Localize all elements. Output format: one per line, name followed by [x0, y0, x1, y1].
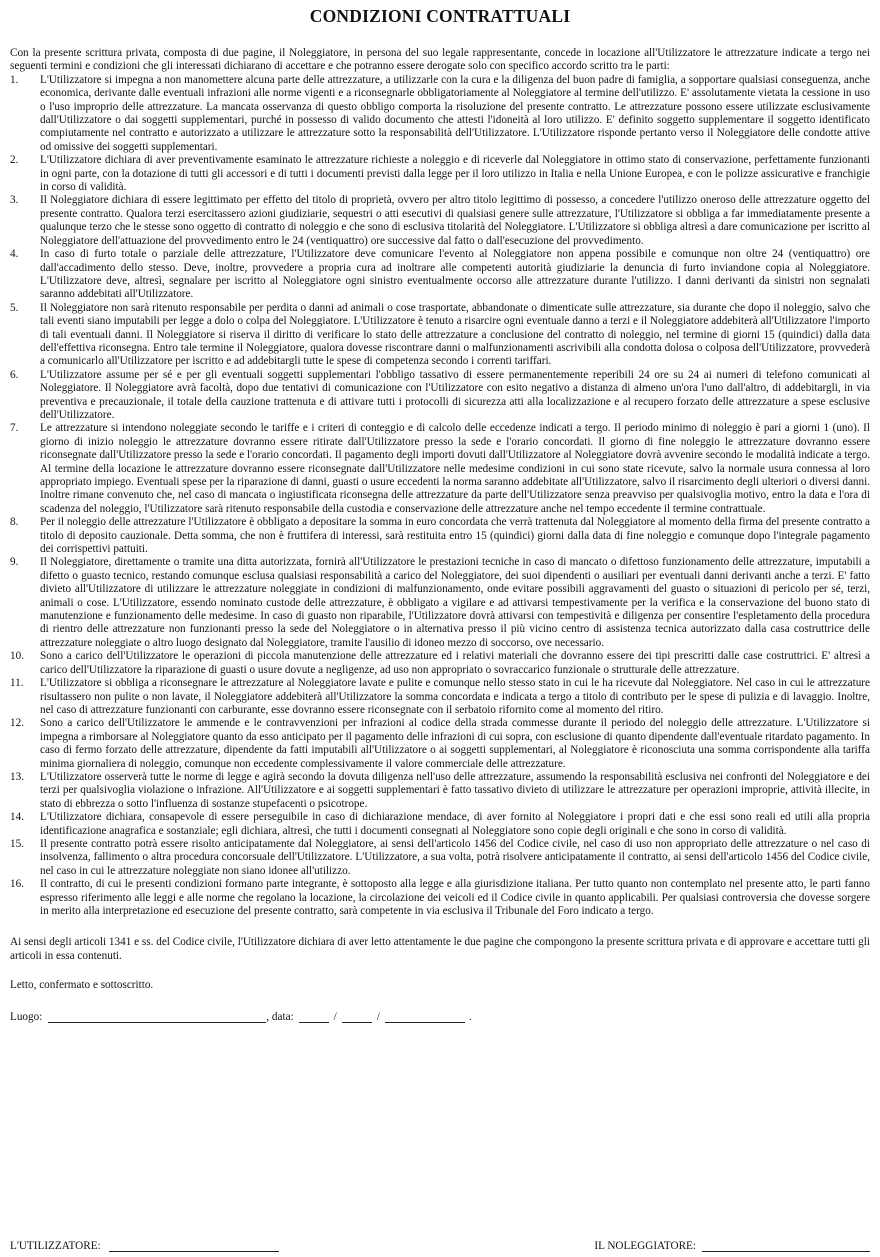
clause-number: 9.: [10, 556, 19, 569]
date-end-dot: .: [468, 1010, 472, 1023]
luogo-field[interactable]: [48, 1011, 266, 1023]
clause-number: 15.: [10, 837, 24, 850]
date-separator: /: [376, 1010, 380, 1023]
date-year-field[interactable]: [385, 1011, 465, 1023]
noleggiatore-label: IL NOLEGGIATORE:: [594, 1240, 696, 1252]
luogo-label: Luogo:: [10, 1010, 43, 1023]
clause-number: 10.: [10, 650, 24, 663]
clause-item: [10, 154, 870, 194]
clause-number: 8.: [10, 516, 19, 529]
clause-item: [10, 878, 870, 918]
noleggiatore-signature: [594, 1240, 870, 1252]
clause-text: L'Utilizzatore assume per sé e per gli eventuali soggetti supplementari l'obbligo tassativo di essere permanentemente reperibili 24 ore su 24 ai numeri di telefono comunicati al Noleggiatore. Il Noleggiatore avrà facoltà, dopo due tentativi di comunicazione con l'Utilizzatore con esito negativo a distanza di almeno un'ora l'uno dall'altro, di addebitargli, in via preventiva e precauzionale, il totale della cauzione trattenuta e di attivare tutti i protocolli di sicurezza atti alla localizzazione e al recupero forzato delle attrezzature a spese esclusive dell'Utilizzatore.: [40, 368, 870, 421]
clause-text: Per il noleggio delle attrezzature l'Utilizzatore è obbligato a depositare la somma in euro concordata che verrà trattenuta dal Noleggiatore al momento della firma del presente contratto a titolo di deposito cauzionale. Detta somma, che non è fruttifera di interessi, sarà restituita entro 15 (quindici) giorni dalla data di fine noleggio e comunque dopo l'integrale pagamento dei corrispettivi pattuiti.: [40, 516, 870, 556]
clause-text: L'Utilizzatore dichiara, consapevole di essere perseguibile in caso di dichiarazione mendace, di aver fornito al Noleggiatore i propri dati e che essi sono reali ed utili alla propria identificazione anagrafica e sostanziale; egli dichiara, altresì, che tutti i documenti consegnati al Noleggiatore sono copie degli originali e che sono in corso di validità.: [40, 811, 870, 837]
clauses-list: [10, 74, 870, 919]
clause-text: Il Noleggiatore non sarà ritenuto responsabile per perdita o danni ad animali o cose trasportate, abbandonate o dimenticate sulle attrezzature, sia durante che dopo il noleggio, salvo che tali eventi siano imputabili per legge a dolo o colpa del Noleggiatore. L'Utilizzatore è tenuto a risarcire ogni eventuale danno a terzi e il Noleggiatore addebiterà all'Utilizzatore l'importo di tali eventuali danni. Il Noleggiatore si riserva il diritto di verificare lo stato delle attrezzature a conclusione del contratto di noleggio, nel termine di giorni 15 (quindici) dalla data dell'effettiva riconsegna. Entro tale termine il Noleggiatore, qualora dovesse riscontrare danni o malfunzionamenti ascrivibili alla condotta dolosa o colposa dell'Utilizzatore, provvederà a comunicarlo all'Utilizzatore per iscritto e ad addebitargli tutte le spese di competenza secondo i correnti tariffari.: [40, 301, 870, 368]
clause-number: 6.: [10, 368, 19, 381]
place-date-row: [10, 1011, 870, 1023]
document-title: CONDIZIONI CONTRATTUALI: [309, 6, 571, 26]
clause-text: Il Noleggiatore dichiara di essere legittimato per effetto del titolo di proprietà, ovvero per altro titolo legittimo di possesso, a concedere l'utilizzo oneroso delle attrezzature oggetto del presente contratto. Qualora terzi esercitassero azioni giudiziarie, sequestri o atti esecutivi di qualsiasi genere sulle attrezzature, l'Utilizzatore si obbliga a far immediatamente presente a qualunque terzo che le stesse sono oggetto di contratto di noleggio e che sono di esclusiva titolarità del Noleggiatore. L'Utilizzatore si obbliga altresì a dare comunicazione per iscritto al Noleggiatore dell'attuazione del provvedimento entro le 24 (ventiquattro) ore successive dal fatto o dall'esecuzione del provvedimento.: [40, 194, 870, 247]
clause-item: [10, 194, 870, 248]
clause-number: 16.: [10, 878, 24, 891]
clause-number: 11.: [10, 677, 24, 690]
clause-item: [10, 369, 870, 423]
clause-item: [10, 771, 870, 811]
clause-number: 14.: [10, 811, 24, 824]
date-month-field[interactable]: [342, 1011, 372, 1023]
clause-item: [10, 248, 870, 302]
clause-number: 2.: [10, 154, 19, 167]
utilizzatore-label: L'UTILIZZATORE:: [10, 1240, 101, 1252]
clause-item: [10, 717, 870, 771]
clause-number: 1.: [10, 73, 19, 86]
confirmation-line: Letto, confermato e sottoscritto.: [10, 979, 154, 992]
clause-text: L'Utilizzatore si obbliga a riconsegnare le attrezzature al Noleggiatore lavate e pulite e comunque nello stesso stato in cui le ha ricevute dal Noleggiatore. Nel caso in cui le attrezzature risultassero non pulite o non lavate, il Noleggiatore addebiterà all'Utilizzatore la somma concordata e indicata a tergo a titolo di contributo per le spese di pulizia e di lavaggio. Inoltre, nel caso di attrezzature funzionanti con carburante, esse dovranno essere riconsegnate con il serbatoio rifornito come al momento del ritiro.: [40, 677, 870, 716]
date-separator: /: [333, 1010, 337, 1023]
clause-number: 3.: [10, 194, 19, 207]
utilizzatore-signature-line[interactable]: [109, 1240, 279, 1252]
clause-text: Il presente contratto potrà essere risolto anticipatamente dal Noleggiatore, ai sensi dell'articolo 1456 del Codice civile, nel caso di uso non appropriato delle attrezzature o nel caso di insolvenza, fallimento o altra procedura concorsuale dell'Utilizzatore. L'Utilizzatore, a sua volta, potrà risolvere anticipatamente il contratto, ai sensi dell'articolo 1456 del Codice civile, nel caso in cui le attrezzature noleggiate non siano idonee all'utilizzo.: [40, 837, 870, 877]
clause-item: [10, 650, 870, 677]
clause-item: [10, 516, 870, 556]
clause-number: 4.: [10, 248, 19, 261]
clause-number: 13.: [10, 770, 24, 783]
clause-number: 7.: [10, 422, 19, 435]
utilizzatore-signature: [10, 1240, 279, 1252]
intro-paragraph: Con la presente scrittura privata, composta di due pagine, il Noleggiatore, in persona del suo legale rappresentante, concede in locazione all'Utilizzatore le attrezzature indicate a tergo nei seguenti termini e condizioni che gli interessati dichiarano di accettare e che potranno essere derogate solo con specifico accordo scritto tra le parti:: [10, 47, 870, 73]
signatures-row: [10, 1240, 870, 1252]
clause-number: 5.: [10, 301, 19, 314]
clause-item: [10, 302, 870, 369]
clause-number: 12.: [10, 717, 24, 730]
clause-text: L'Utilizzatore dichiara di aver preventivamente esaminato le attrezzature richieste a noleggio e di riceverle dal Noleggiatore in ottimo stato di conservazione, perfettamente funzionanti in ogni parte, con la dotazione di tutti gli accessori e di tutti i documenti previsti dalla legge per il loro utilizzo in Italia e nella Unione Europea, e con le polizze assicurative e franchigie in corso di validità.: [40, 154, 870, 194]
clause-text: Il contratto, di cui le presenti condizioni formano parte integrante, è sottoposto alla legge e alla giurisdizione italiana. Per tutto quanto non contemplato nel presente atto, le parti fanno espresso riferimento alle leggi e alle norme che regolano la locazione, la circolazione dei veicoli ed il Codice civile in quanto applicabili. Per qualsiasi controversia che dovesse sorgere in merito alla interpretazione ed esecuzione del presente contratto, sarà competente in via esclusiva il Tribunale del Foro indicato a tergo.: [40, 878, 870, 917]
clause-text: L'Utilizzatore osserverà tutte le norme di legge e agirà secondo la dovuta diligenza nell'uso delle attrezzature, assumendo la responsabilità esclusiva nei confronti del Noleggiatore e dei terzi per qualsivoglia violazione o infrazione. All'Utilizzatore e ai soggetti supplementari è fatto tassativo divieto di utilizzare le attrezzature per operazioni improprie, attività illecite, in stato di ebbrezza o sotto l'influenza di sostanze stupefacenti o psicotrope.: [40, 770, 870, 810]
clause-text: Il Noleggiatore, direttamente o tramite una ditta autorizzata, fornirà all'Utilizzatore le prestazioni tecniche in caso di mancato o difettoso funzionamento delle attrezzature, imputabili a difetto o guasto tecnico, restando comunque esclusa qualsiasi responsabilità a carico del Noleggiatore, dei suoi dipendenti o ausiliari per eventuali danni derivanti anche a terzi. E' fatto divieto all'Utilizzatore di utilizzare le attrezzature noleggiate in condizioni di malfunzionamento, onde evitare possibili aggravamenti del guasto o situazioni di pericolo per sé, terzi, animali o cose. L'Utilizzatore, essendo nominato custode delle attrezzature, è obbligato a vigilare e ad attivarsi tempestivamente per la verifica e la conservazione del buono stato di manutenzione e funzionamento delle medesime. In caso di guasto non riparabile, l'Utilizzatore dovrà attivarsi con tempestività e diligenza per consentire l'espletamento della procedura di rientro delle attrezzature non funzionanti presso la sede del Noleggiatore o in alternativa presso il più vicino centro di assistenza tecnica autorizzato dalla casa costruttrice delle attrezzature noleggiate o altro luogo designato dal Noleggiatore, tramite l'ausilio di idoneo mezzo di soccorso, ove necessario.: [40, 556, 870, 649]
clause-item: [10, 677, 870, 717]
clause-item: [10, 811, 870, 838]
data-label: , data:: [266, 1010, 294, 1023]
closing-paragraph: Ai sensi degli articoli 1341 e ss. del Codice civile, l'Utilizzatore dichiara di aver letto attentamente le due pagine che compongono la presente scrittura privata e di approvare e accettare tutti gli articoli in essa contenuti.: [10, 936, 870, 962]
clause-text: In caso di furto totale o parziale delle attrezzature, l'Utilizzatore deve comunicare l'evento al Noleggiatore non appena possibile e comunque non oltre 24 (ventiquattro) ore dall'accadimento dello stesso. Deve, inoltre, provvedere a propria cura ad inoltrare alle competenti autorità giudiziarie la denuncia di furto inviandone copia al Noleggiatore. L'Utilizzatore deve, altresì, segnalare per iscritto al Noleggiatore ogni sinistro eventualmente occorso alle attrezzature durante l'utilizzo. I danni derivanti da sinistri non segnalati saranno addebitati all'Utilizzatore.: [40, 248, 870, 301]
clause-text: Sono a carico dell'Utilizzatore le operazioni di piccola manutenzione delle attrezzature ed i relativi materiali che dovranno essere dei tipi prescritti dalle case costruttrici. E' altresì a carico dell'Utilizzatore la riparazione di guasti o usure dovute a negligenze, ad uso non appropriato o sovraccarico funzionale o strutturale delle attrezzature.: [40, 650, 870, 676]
date-day-field[interactable]: [299, 1011, 329, 1023]
clause-text: Le attrezzature si intendono noleggiate secondo le tariffe e i criteri di conteggio e di calcolo delle eccedenze indicati a tergo. Il periodo minimo di noleggio è pari a giorni 1 (uno). Il giorno di inizio noleggio le attrezzature dovranno essere ritirate dall'Utilizzatore presso la sede e l'orario concordati. Il giorno di fine noleggio le attrezzature dovranno essere riconsegnate dall'Utilizzatore presso la sede e l'orario concordati. Il pagamento degli importi dovuti dall'Utilizzatore al Noleggiatore dovrà avvenire secondo le modalità indicate a tergo. Al termine della locazione le attrezzature dovranno essere riconsegnate dall'Utilizzatore nelle medesime condizioni in cui sono state ricevute, salvo la normale usura connessa al loro appropriato impiego. Eventuali spese per la riparazione di danni, guasti o usure eccedenti la norma saranno addebitate all'Utilizzatore, salvo il risarcimento degli ulteriori o diversi danni. Inoltre rimane convenuto che, nel caso di mancata o ingiustificata riconsegna delle attrezzature da parte dell'Utilizzatore senza preavviso per qualsivoglia motivo, entro la data e l'ora di scadenza del noleggio, l'Utilizzatore sarà ritenuto responsabile della custodia e conservazione delle attrezzature anche nel tempo eccedente il termine contrattuale.: [40, 422, 870, 515]
clause-item: [10, 422, 870, 516]
clause-item: [10, 838, 870, 878]
clause-text: Sono a carico dell'Utilizzatore le ammende e le contravvenzioni per infrazioni al codice della strada commesse durante il periodo del noleggio delle attrezzature. L'Utilizzatore si impegna a rimborsare al Noleggiatore quanto da esso anticipato per il pagamento delle infrazioni di cui sopra, con esclusione di quanto dipendente dall'eventuale ritardato pagamento. In caso di fermo forzato delle attrezzature, dipendente da fatti imputabili all'Utilizzatore o ai soggetti supplementari, al Noleggiatore è riconosciuta una somma corrispondente alla tariffa minima giornaliera di noleggio, comunque non eccedente complessivamente il valore commerciale delle attrezzature.: [40, 717, 870, 770]
clause-item: [10, 74, 870, 154]
noleggiatore-signature-line[interactable]: [702, 1240, 870, 1252]
clause-text: L'Utilizzatore si impegna a non manomettere alcuna parte delle attrezzature, a utilizzarle con la cura e la diligenza del buon padre di famiglia, a sopportare qualsiasi conseguenza, anche economica, derivante dalle eventuali infrazioni alle norme vigenti e a riconsegnarle obbligatoriamente al Noleggiatore al termine dell'utilizzo. E' assolutamente vietata la cessione in uso o l'uso improprio delle attrezzature. La mancata osservanza di questo obbligo comporta la risoluzione del presente contratto. Le attrezzature possono essere utilizzate esclusivamente dall'Utilizzatore o dai soggetti supplementari, purché in possesso di valido documento che attesti l'idoneità al loro utilizzo. E' definito soggetto supplementare il soggetto identificato compiutamente nel contratto e autorizzato a utilizzare le attrezzature sotto la responsabilità dell'Utilizzatore. L'Utilizzatore risponde pertanto verso il Noleggiatore delle condotte attive od omissive dei soggetti supplementari.: [40, 73, 870, 153]
clause-item: [10, 556, 870, 650]
